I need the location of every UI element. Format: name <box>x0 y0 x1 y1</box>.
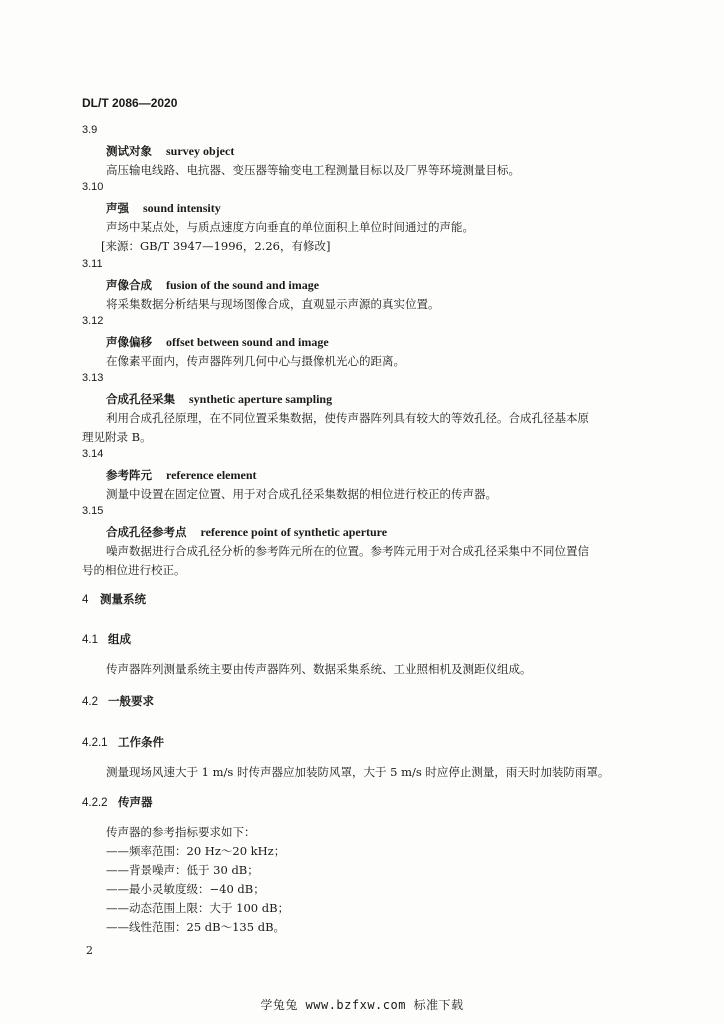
term-definition: 声场中某点处，与质点速度方向垂直的单位面积上单位时间通过的声能。 <box>106 220 474 234</box>
section-4-2-1-heading: 4.2.1 工作条件 <box>82 735 164 749</box>
term-heading <box>106 524 387 540</box>
term-definition: 测量中设置在固定位置、用于对合成孔径采集数据的相位进行校正的传声器。 <box>106 487 497 501</box>
term-en: offset between sound and image <box>166 335 329 349</box>
section-4-2-1-text: 测量现场风速大于 1 m/s 时传声器应加装防风罩，大于 5 m/s 时应停止测量，雨天时加装防雨罩。 <box>106 765 610 779</box>
term-number: 3.14 <box>82 448 104 460</box>
term-en: reference element <box>166 468 257 482</box>
section-4-2-heading: 4.2 一般要求 <box>82 694 154 708</box>
list-item: ——频率范围：20 Hz～20 kHz； <box>106 844 286 858</box>
term-definition: 高压输电线路、电抗器、变压器等输变电工程测量目标以及厂界等环境测量目标。 <box>106 163 520 177</box>
section-4-1-heading: 4.1 组成 <box>82 632 131 646</box>
term-number: 3.12 <box>82 315 104 327</box>
page-number: 2 <box>86 944 93 957</box>
list-item: ——线性范围：25 dB～135 dB。 <box>106 920 286 934</box>
term-zh: 声像偏移 <box>106 335 152 349</box>
list-item: ——背景噪声：低于 30 dB； <box>106 863 259 877</box>
term-definition-continued: 号的相位进行校正。 <box>82 563 186 577</box>
term-en: fusion of the sound and image <box>166 278 320 292</box>
section-4-2-2-intro: 传声器的参考指标要求如下： <box>106 825 256 839</box>
term-number: 3.11 <box>82 258 103 270</box>
term-heading <box>106 334 329 350</box>
section-4-1-text: 传声器阵列测量系统主要由传声器阵列、数据采集系统、工业照相机及测距仪组成。 <box>106 662 532 676</box>
term-number: 3.15 <box>82 505 104 517</box>
term-number: 3.13 <box>82 372 104 384</box>
list-item: ——最小灵敏度级：−40 dB； <box>106 882 265 896</box>
term-definition: 在像素平面内，传声器阵列几何中心与摄像机光心的距离。 <box>106 354 405 368</box>
term-zh: 声像合成 <box>106 278 152 292</box>
term-heading <box>106 143 234 159</box>
term-heading <box>106 391 332 407</box>
document-code: DL/T 2086—2020 <box>82 96 178 110</box>
term-number: 3.9 <box>82 124 98 136</box>
term-zh: 声强 <box>106 201 129 215</box>
term-number: 3.10 <box>82 181 104 193</box>
term-zh: 测试对象 <box>106 144 152 158</box>
list-item: ——动态范围上限：大于 100 dB； <box>106 901 290 915</box>
term-heading <box>106 467 257 483</box>
term-zh: 合成孔径采集 <box>106 392 175 406</box>
term-definition-continued: 理见附录 B。 <box>82 430 152 444</box>
term-en: sound intensity <box>143 201 221 215</box>
term-en: reference point of synthetic aperture <box>200 525 388 539</box>
section-4-heading: 4 测量系统 <box>82 592 146 606</box>
term-heading <box>106 277 319 293</box>
term-source: [来源：GB/T 3947—1996，2.26，有修改] <box>101 239 331 253</box>
term-en: synthetic aperture sampling <box>189 392 333 406</box>
footer-watermark: 学兔兔 www.bzfxw.com 标准下载 <box>260 998 464 1012</box>
section-4-2-2-heading: 4.2.2 传声器 <box>82 795 153 809</box>
term-en: survey object <box>166 144 235 158</box>
term-definition: 噪声数据进行合成孔径分析的参考阵元所在的位置。参考阵元用于对合成孔径采集中不同位置信 <box>106 544 589 558</box>
term-zh: 合成孔径参考点 <box>106 525 187 539</box>
term-heading <box>106 200 221 216</box>
term-definition: 将采集数据分析结果与现场图像合成，直观显示声源的真实位置。 <box>106 297 440 311</box>
term-zh: 参考阵元 <box>106 468 152 482</box>
term-definition: 利用合成孔径原理，在不同位置采集数据，使传声器阵列具有较大的等效孔径。合成孔径基本原 <box>106 411 589 425</box>
